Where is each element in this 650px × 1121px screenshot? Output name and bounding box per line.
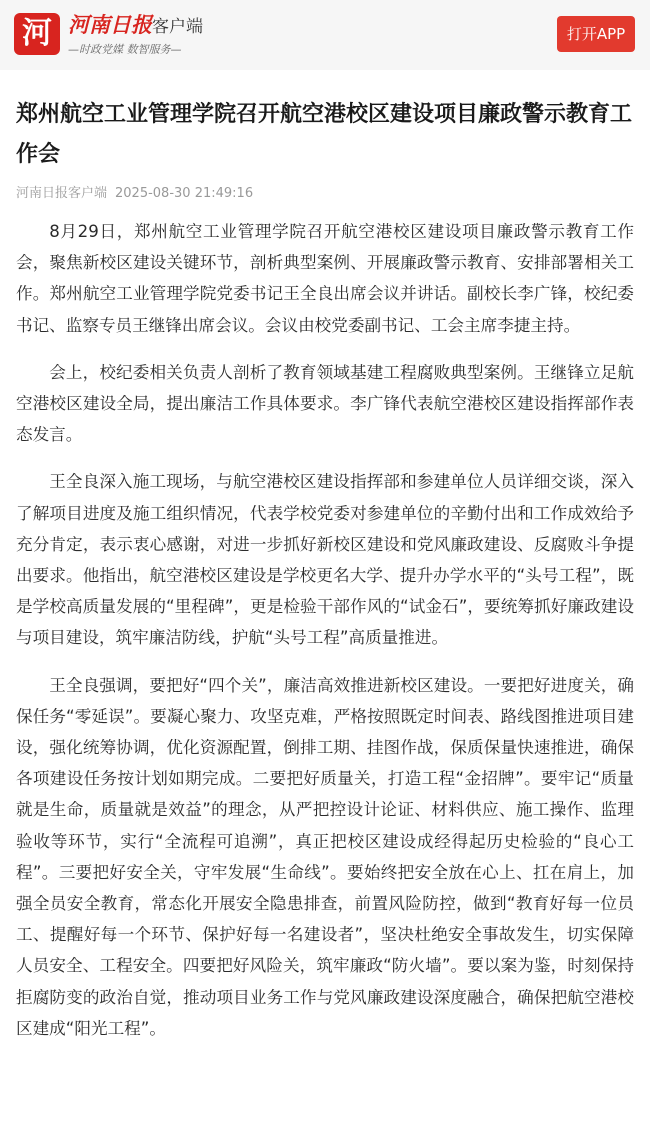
brand-slogan: —时政党媒 数智服务— [68, 43, 182, 56]
article [0, 95, 650, 1044]
article-paragraph: 王全良强调，要把好“四个关”，廉洁高效推进新校区建设。一要把好进度关，确保任务“零延误”。要凝心聚力、攻坚克难，严格按照既定时间表、路线图推进项目建设，强化统筹协调，优化资源配置，倒排工期、挂图作战，保质保量快速推进，确保各项建设任务按计划如期完成。二要把好质量关，打造工程“金招牌”。要牢记“质量就是生命，质量就是效益”的理念，从严把控设计论证、材料供应、施工操作、监理验收等环节，实行“全流程可追溯”，真正把校区建设成经得起历史检验的“良心工程”。三要把好安全关，守牢发展“生命线”。要始终把安全放在心上、扛在肩上，加强全员安全教育，常态化开展安全隐患排查，前置风险防控，做到“教育好每一位员工、提醒好每一个环节、保护好每一名建设者”，坚决杜绝安全事故发生，切实保障人员安全、工程安全。四要把好风险关，筑牢廉政“防火墙”。要以案为鉴，时刻保持拒腐防变的政治自觉，推动项目业务工作与党风廉政建设深度融合，确保把航空港校区建成“阳光工程”。 [16, 675, 634, 1038]
henan-daily-logo-icon[interactable]: 河 [14, 13, 60, 55]
article-datetime: 2025-08-30 21:49:16 [115, 186, 254, 201]
article-paragraph: 会上，校纪委相关负责人剖析了教育领域基建工程腐败典型案例。王继锋立足航空港校区建设全局，提出廉洁工作具体要求。李广锋代表航空港校区建设指挥部作表态发言。 [16, 362, 634, 445]
article-paragraph: 8月29日，郑州航空工业管理学院召开航空港校区建设项目廉政警示教育工作会，聚焦新校区建设关键环节，剖析典型案例、开展廉政警示教育、安排部署相关工作。郑州航空工业管理学院党委书记王全良出席会议并讲话。副校长李广锋，校纪委书记、监察专员王继锋出席会议。会议由校党委副书记、工会主席李捷主持。 [16, 222, 634, 335]
article-paragraph: 王全良深入施工现场，与航空港校区建设指挥部和参建单位人员详细交谈，深入了解项目进度及施工组织情况，代表学校党委对参建单位的辛勤付出和工作成效给予充分肯定，表示衷心感谢，对进一步抓好新校区建设和党风廉政建设、反腐败斗争提出要求。他指出，航空港校区建设是学校更名大学、提升办学水平的“头号工程”，既是学校高质量发展的“里程碑”，更是检验干部作风的“试金石”，要统筹抓好廉政建设与项目建设，筑牢廉洁防线，护航“头号工程”高质量推进。 [16, 472, 634, 648]
article-source: 河南日报客户端 [16, 186, 108, 201]
article-body [16, 216, 634, 1044]
article-title: 郑州航空工业管理学院召开航空港校区建设项目廉政警示教育工作会 [16, 102, 633, 167]
brand-suffix: 客户端 [152, 17, 203, 37]
article-meta [16, 184, 634, 204]
app-header [0, 0, 650, 70]
brand[interactable] [68, 12, 203, 58]
brand-name: 河南日报客户端 [68, 12, 203, 37]
open-app-button[interactable]: 打开APP [557, 16, 635, 52]
